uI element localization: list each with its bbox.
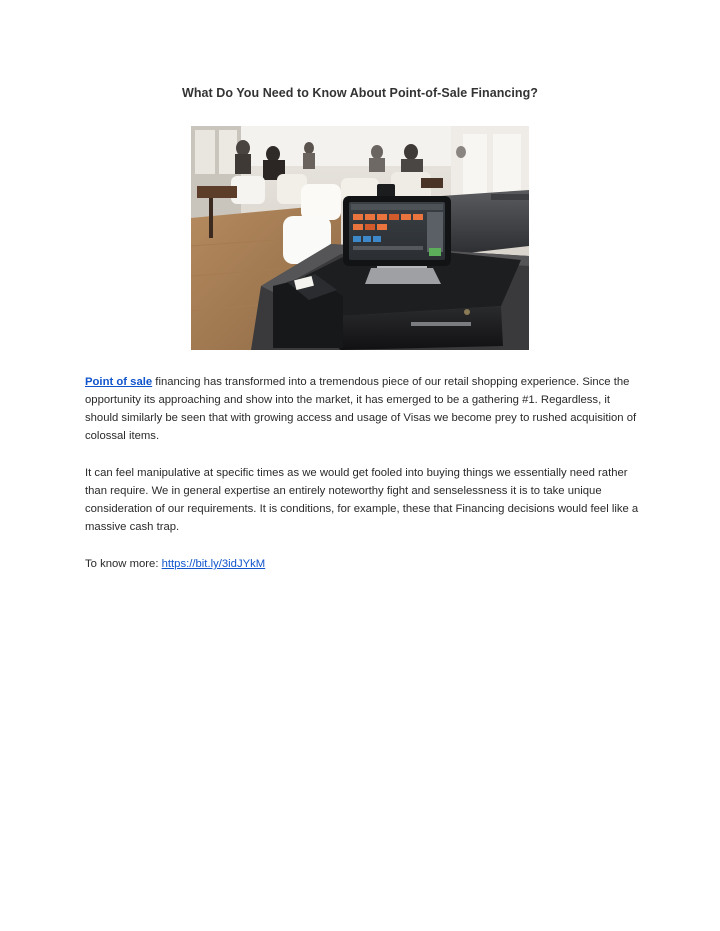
paragraph-more-info [85,555,645,573]
point-of-sale-link[interactable]: Point of sale [85,376,153,388]
more-info-link[interactable]: https://bit.ly/3idJYkM [161,558,266,570]
paragraph-manipulative: It can feel manipulative at specific times as we would get fooled into buying things we essentially need rather than require. We in general expertise an entirely noteworthy fight and senselessness it is to take unique consideration of our requirements. It is conditions, for example, these that Financing decisions would feel like a massive cash trap. [85,467,639,533]
paragraph-intro [85,373,645,445]
paragraph-intro-text: financing has transformed into a tremendous piece of our retail shopping experience. Since the opportunity its approaching and show into the market, it has emerged to be a gathering #1. Regardless, it should similarly be seen that with growing access and usage of Visas we become prey to rushed acquisition of colossal items. [85,376,637,442]
more-info-label: To know more: [85,558,162,570]
pos-terminal-photo [191,126,529,350]
page-title: What Do You Need to Know About Point-of-Sale Financing? [182,86,538,100]
